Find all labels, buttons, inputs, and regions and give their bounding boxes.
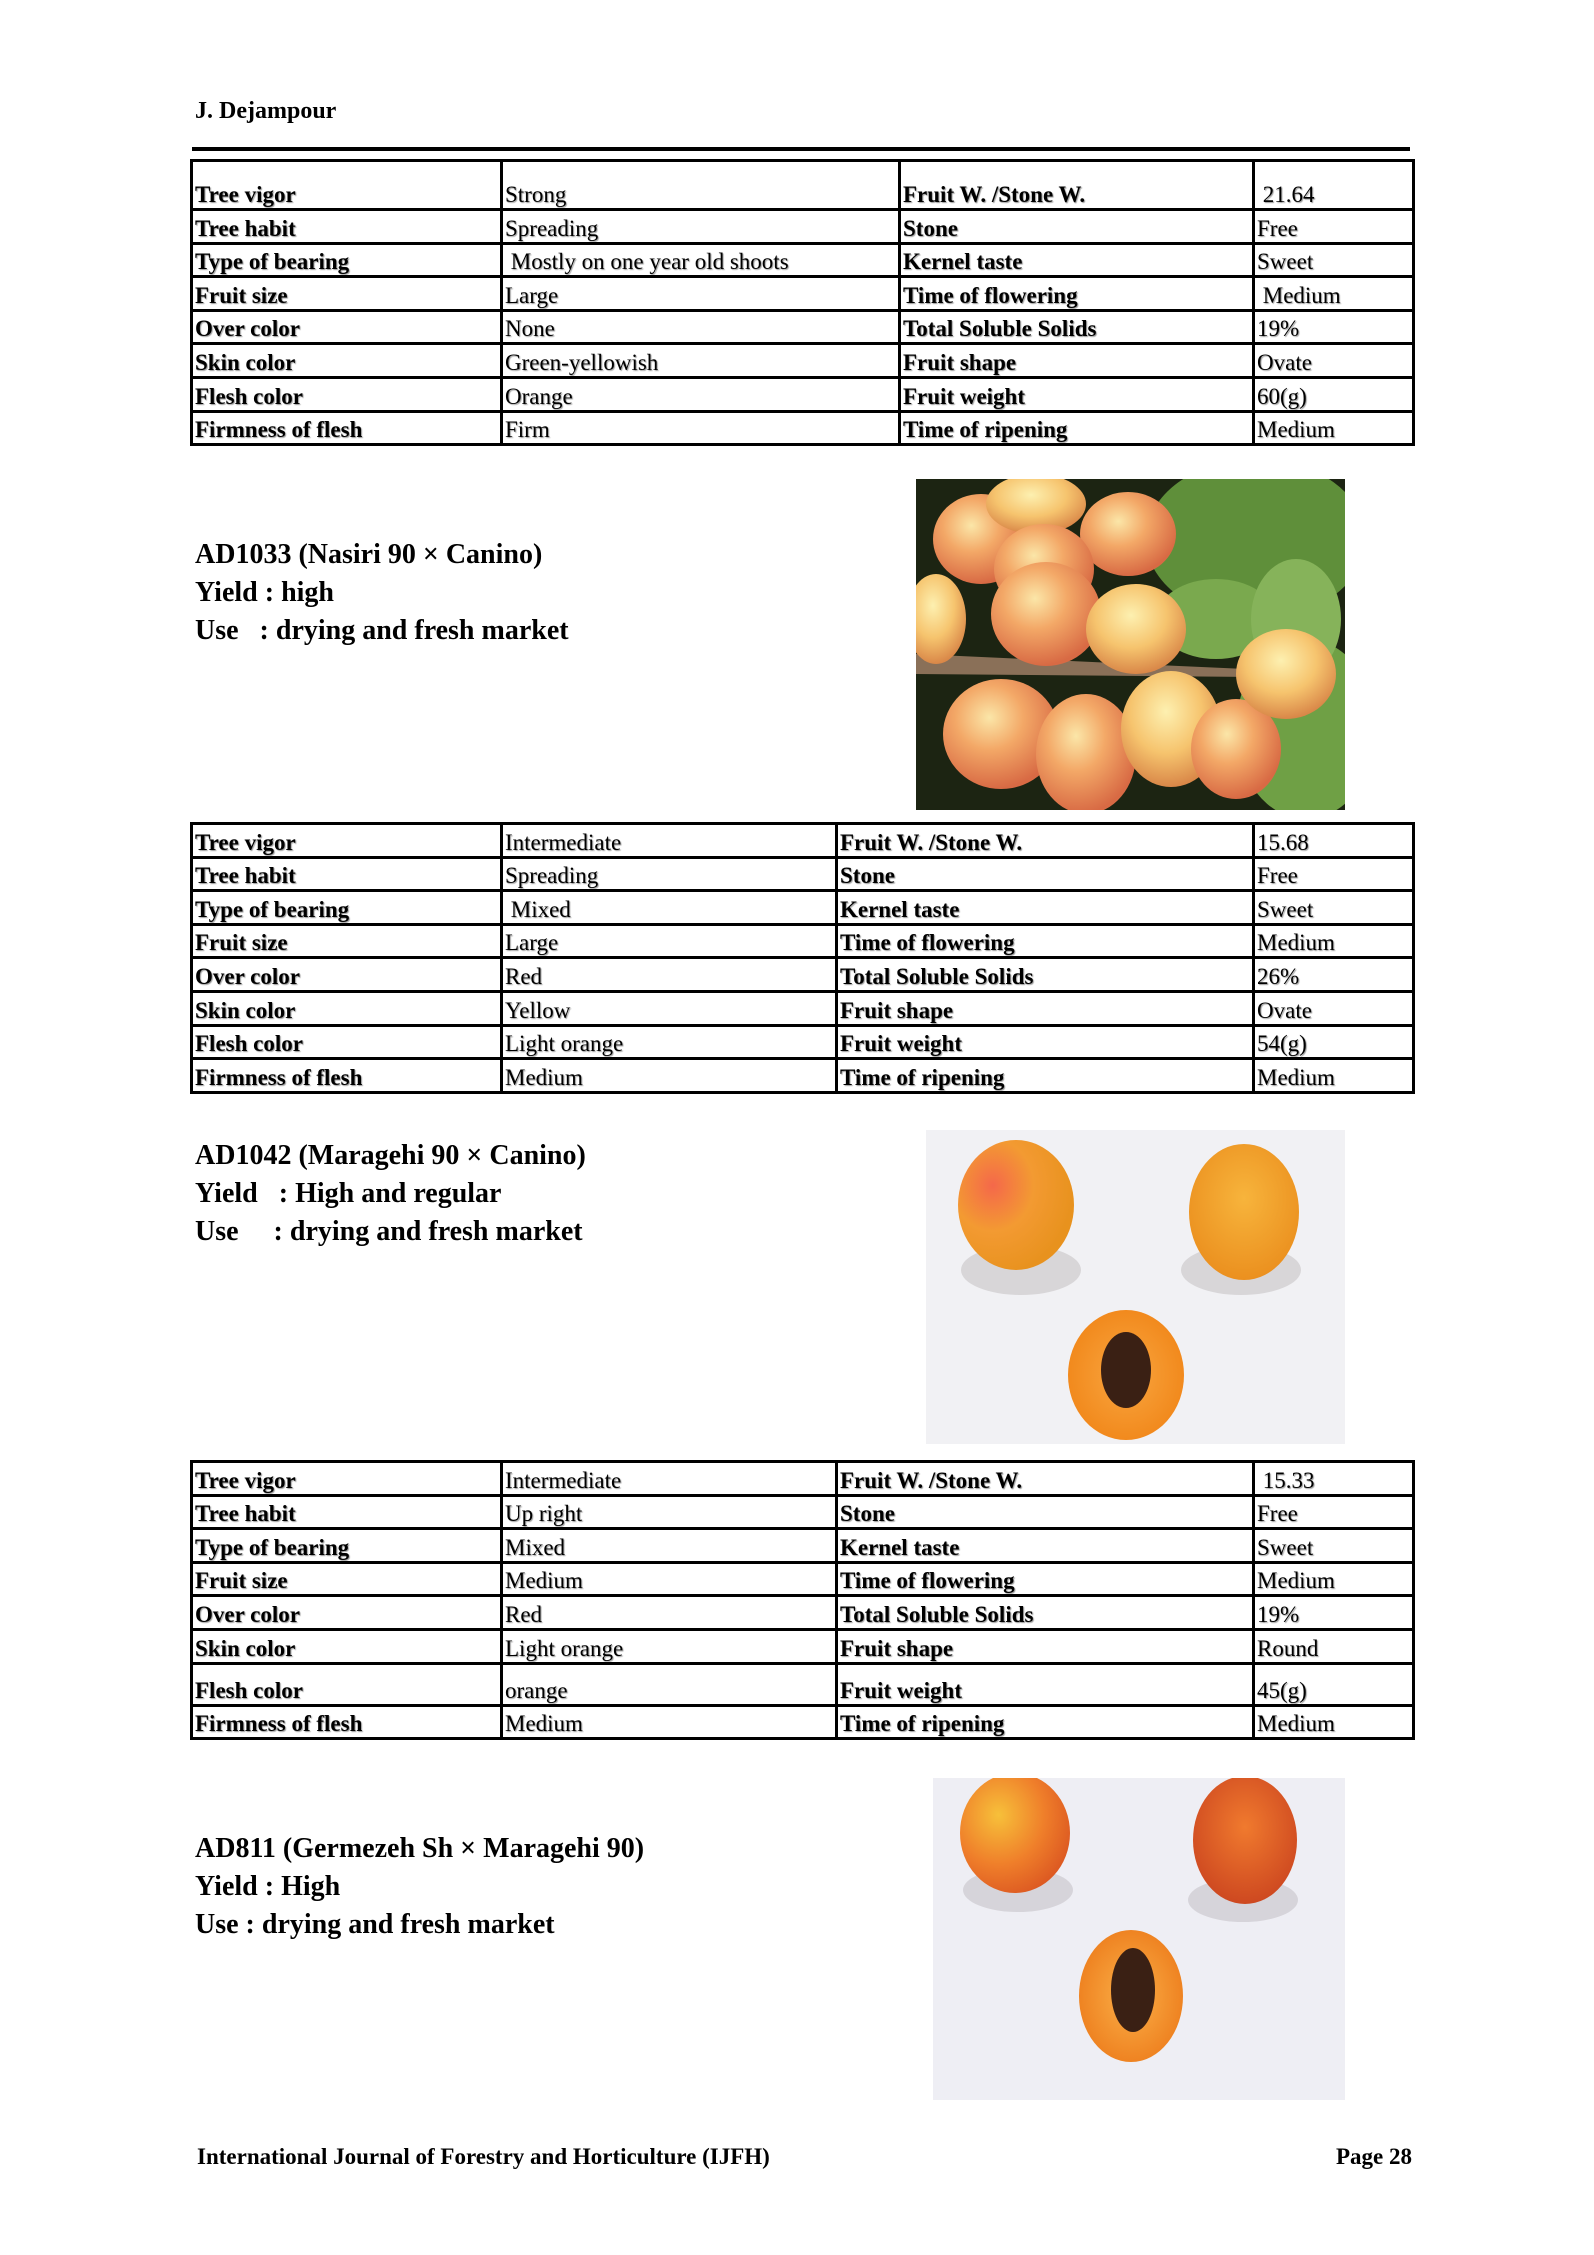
cultivar-yield: Yield : High (195, 1871, 341, 1902)
trait-value: Red (502, 958, 837, 992)
table-row (192, 857, 1414, 891)
trait-label: Type of bearing (192, 1529, 502, 1563)
trait-value: 45(g) (1254, 1663, 1414, 1705)
trait-label: Time of ripening (837, 1059, 1254, 1093)
table-row (192, 310, 1414, 344)
trait-value: Intermediate (502, 824, 837, 858)
trait-value: Red (502, 1596, 837, 1630)
trait-value: None (502, 310, 900, 344)
trait-value: Sweet (1254, 243, 1414, 277)
trait-value: 15.68 (1254, 824, 1414, 858)
trait-label: Stone (837, 1495, 1254, 1529)
table-row (192, 1025, 1414, 1059)
trait-value: Orange (502, 377, 900, 411)
trait-label: Skin color (192, 1629, 502, 1663)
table-row (192, 210, 1414, 244)
trait-value: Large (502, 277, 900, 311)
trait-label: Fruit shape (837, 991, 1254, 1025)
trait-value: Mixed (502, 891, 837, 925)
trait-value: Large (502, 924, 837, 958)
trait-value: Medium (1254, 1059, 1414, 1093)
cultivar-title: AD811 (Germezeh Sh × Maragehi 90) (195, 1833, 645, 1864)
spec-table-2 (190, 822, 1415, 1094)
trait-value: Mostly on one year old shoots (502, 243, 900, 277)
table-row (192, 924, 1414, 958)
table-row (192, 411, 1414, 445)
cultivar-use: Use : drying and fresh market (195, 615, 569, 646)
trait-label: Time of ripening (900, 411, 1254, 445)
trait-value: Light orange (502, 1025, 837, 1059)
table-row (192, 1562, 1414, 1596)
cultivar-ad811-info (195, 1830, 644, 1944)
trait-label: Fruit size (192, 277, 502, 311)
trait-label: Skin color (192, 991, 502, 1025)
trait-value: Medium (502, 1562, 837, 1596)
trait-value: Free (1254, 1495, 1414, 1529)
trait-label: Fruit size (192, 924, 502, 958)
trait-label: Tree habit (192, 857, 502, 891)
trait-value: Medium (1254, 277, 1414, 311)
trait-label: Kernel taste (837, 891, 1254, 925)
trait-label: Over color (192, 1596, 502, 1630)
trait-label: Stone (837, 857, 1254, 891)
trait-label: Flesh color (192, 1663, 502, 1705)
trait-label: Kernel taste (837, 1529, 1254, 1563)
trait-label: Tree vigor (192, 824, 502, 858)
cultivar-use: Use : drying and fresh market (195, 1216, 583, 1247)
table-row (192, 824, 1414, 858)
footer-page-number: Page 28 (1335, 2144, 1412, 2169)
table-row (192, 891, 1414, 925)
cultivar-title: AD1042 (Maragehi 90 × Canino) (195, 1140, 586, 1171)
trait-value: Sweet (1254, 1529, 1414, 1563)
trait-value: Spreading (502, 210, 900, 244)
trait-value: Medium (1254, 411, 1414, 445)
table-row (192, 344, 1414, 378)
trait-label: Total Soluble Solids (900, 310, 1254, 344)
trait-label: Tree vigor (192, 161, 502, 210)
trait-label: Firmness of flesh (192, 1705, 502, 1739)
cultivar-ad1033-info (195, 536, 569, 650)
trait-value: 19% (1254, 310, 1414, 344)
trait-label: Fruit shape (837, 1629, 1254, 1663)
trait-label: Fruit W. /Stone W. (837, 1462, 1254, 1496)
trait-value: Medium (502, 1059, 837, 1093)
trait-label: Tree vigor (192, 1462, 502, 1496)
apricots-on-branch-photo (916, 479, 1345, 810)
trait-value: Intermediate (502, 1462, 837, 1496)
table-row (192, 161, 1414, 210)
trait-value: Ovate (1254, 344, 1414, 378)
cultivar-title: AD1033 (Nasiri 90 × Canino) (195, 539, 543, 570)
trait-label: Kernel taste (900, 243, 1254, 277)
trait-label: Type of bearing (192, 891, 502, 925)
table-row (192, 1462, 1414, 1496)
trait-label: Fruit W. /Stone W. (837, 824, 1254, 858)
trait-label: Tree habit (192, 1495, 502, 1529)
trait-value: Free (1254, 210, 1414, 244)
apricots-ad811-photo (933, 1778, 1345, 2100)
trait-value: 19% (1254, 1596, 1414, 1630)
table-row (192, 958, 1414, 992)
trait-value: Medium (1254, 1705, 1414, 1739)
table-row (192, 1705, 1414, 1739)
table-row (192, 1529, 1414, 1563)
trait-label: Firmness of flesh (192, 411, 502, 445)
trait-value: 26% (1254, 958, 1414, 992)
trait-value: 15.33 (1254, 1462, 1414, 1496)
trait-value: Light orange (502, 1629, 837, 1663)
trait-label: Total Soluble Solids (837, 1596, 1254, 1630)
table-row (192, 1596, 1414, 1630)
trait-label: Firmness of flesh (192, 1059, 502, 1093)
trait-label: Fruit size (192, 1562, 502, 1596)
trait-value: Ovate (1254, 991, 1414, 1025)
running-head-author: J. Dejampour (195, 98, 337, 124)
trait-label: Tree habit (192, 210, 502, 244)
trait-value: Medium (1254, 924, 1414, 958)
trait-label: Fruit weight (837, 1663, 1254, 1705)
trait-value: Sweet (1254, 891, 1414, 925)
trait-value: Firm (502, 411, 900, 445)
trait-label: Over color (192, 310, 502, 344)
trait-label: Fruit W. /Stone W. (900, 161, 1254, 210)
trait-value: Free (1254, 857, 1414, 891)
cultivar-ad1042-info (195, 1137, 586, 1251)
table-row (192, 1629, 1414, 1663)
apricots-ad1042-photo (926, 1130, 1345, 1444)
trait-value: 60(g) (1254, 377, 1414, 411)
trait-label: Fruit weight (900, 377, 1254, 411)
trait-value: Up right (502, 1495, 837, 1529)
table-row (192, 1495, 1414, 1529)
trait-label: Time of flowering (837, 924, 1254, 958)
trait-label: Time of flowering (900, 277, 1254, 311)
cultivar-use: Use : drying and fresh market (195, 1909, 555, 1940)
trait-label: Time of flowering (837, 1562, 1254, 1596)
header-rule (192, 147, 1410, 151)
table-row (192, 1059, 1414, 1093)
table-row (192, 277, 1414, 311)
trait-value: orange (502, 1663, 837, 1705)
trait-label: Flesh color (192, 377, 502, 411)
trait-label: Fruit weight (837, 1025, 1254, 1059)
trait-value: Mixed (502, 1529, 837, 1563)
trait-label: Over color (192, 958, 502, 992)
trait-label: Fruit shape (900, 344, 1254, 378)
trait-value: Spreading (502, 857, 837, 891)
trait-value: Round (1254, 1629, 1414, 1663)
trait-label: Stone (900, 210, 1254, 244)
table-row (192, 377, 1414, 411)
table-row (192, 243, 1414, 277)
trait-label: Type of bearing (192, 243, 502, 277)
trait-value: Strong (502, 161, 900, 210)
trait-value: Green-yellowish (502, 344, 900, 378)
trait-value: 21.64 (1254, 161, 1414, 210)
trait-label: Skin color (192, 344, 502, 378)
table-row (192, 991, 1414, 1025)
trait-label: Time of ripening (837, 1705, 1254, 1739)
spec-table-3 (190, 1460, 1415, 1740)
trait-label: Total Soluble Solids (837, 958, 1254, 992)
footer-journal-name: International Journal of Forestry and Horticulture (IJFH) (197, 2144, 770, 2169)
trait-label: Flesh color (192, 1025, 502, 1059)
trait-value: Medium (502, 1705, 837, 1739)
spec-table-1 (190, 159, 1415, 446)
cultivar-yield: Yield : High and regular (195, 1178, 502, 1209)
trait-value: Yellow (502, 991, 837, 1025)
trait-value: 54(g) (1254, 1025, 1414, 1059)
table-row (192, 1663, 1414, 1705)
cultivar-yield: Yield : high (195, 577, 334, 608)
trait-value: Medium (1254, 1562, 1414, 1596)
